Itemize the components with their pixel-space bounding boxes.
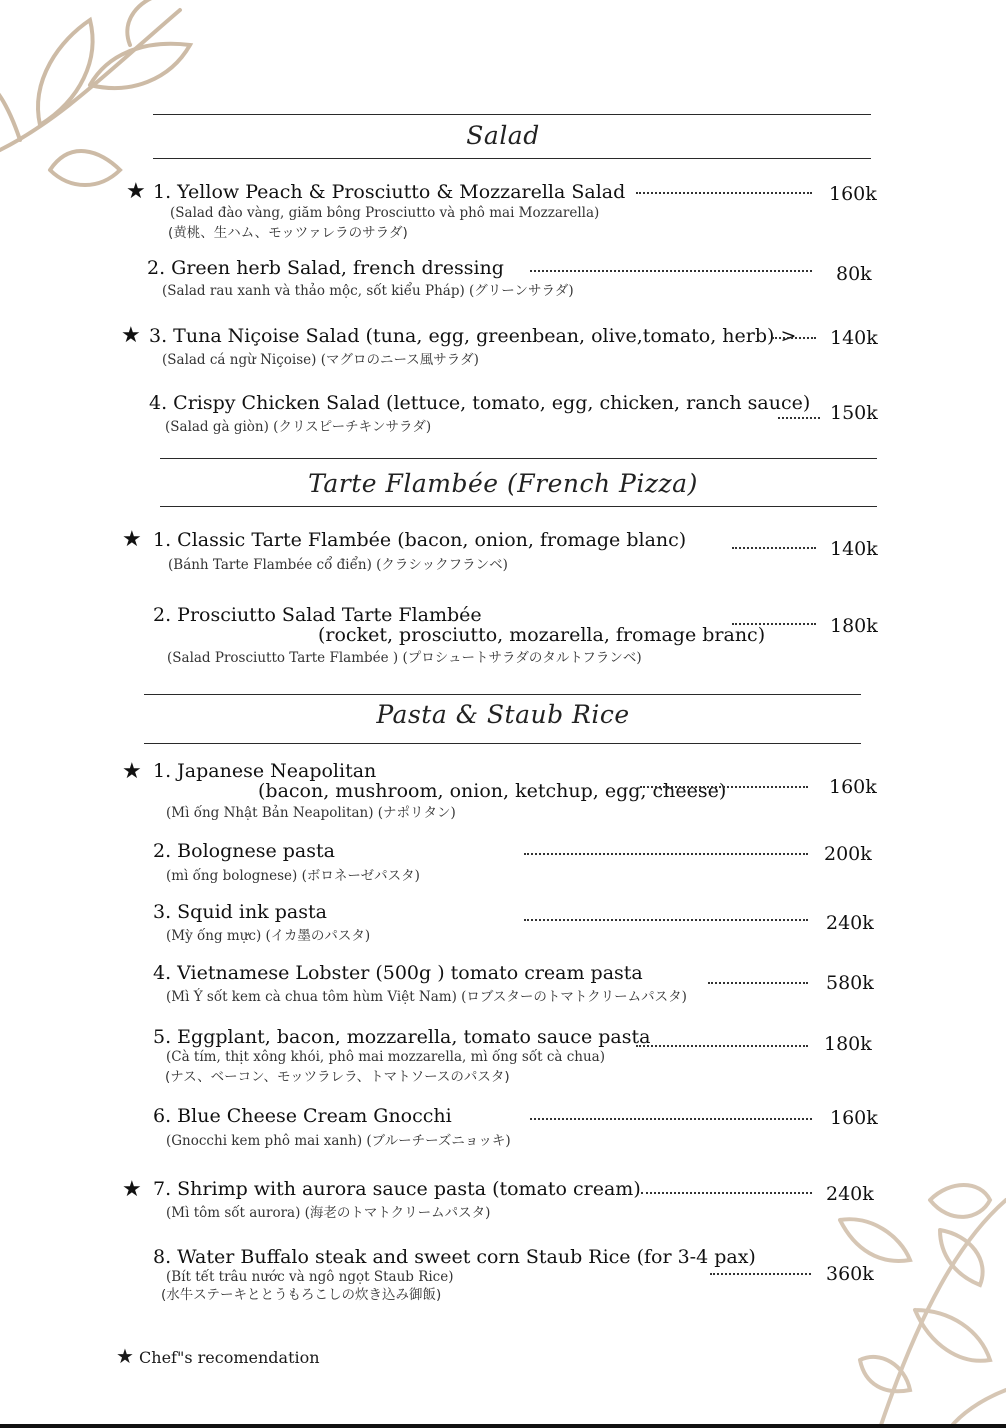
menu-item-price: 240k [826,912,874,934]
floral-decoration-top-left [0,0,210,200]
menu-item-price: 200k [824,843,872,865]
menu-item-price: 80k [836,263,872,285]
star-icon: ★ [122,759,142,784]
leader-dots [732,547,816,549]
section-title-tarte: Tarte Flambée (French Pizza) [308,469,698,498]
menu-item-name: 8. Water Buffalo steak and sweet corn Staub Rice (for 3-4 pax) [153,1246,756,1268]
menu-item-name: 1. Japanese Neapolitan [153,760,377,782]
star-icon: ★ [122,527,142,552]
menu-item-vietnamese: (Gnocchi kem phô mai xanh) (ブルーチーズニョッキ) [166,1133,511,1149]
menu-item-price: 160k [829,776,877,798]
bottom-edge [0,1424,1006,1428]
menu-item-vietnamese: (Mỳ ống mực) (イカ墨のパスタ) [166,928,371,944]
menu-item-name: 4. Vietnamese Lobster (500g ) tomato cream pasta [153,962,643,984]
menu-item-name: 5. Eggplant, bacon, mozzarella, tomato sauce pasta [153,1026,651,1048]
chef-recommendation-note [116,1344,320,1368]
menu-item-vietnamese: (Cà tím, thịt xông khói, phô mai mozzarella, mì ống sốt cà chua) [166,1049,605,1065]
footnote-text: Chef"s recomendation [139,1348,320,1367]
leader-dots [641,1192,812,1194]
menu-item-vietnamese: (Mì Ý sốt kem cà chua tôm hùm Việt Nam) (ロブスターのトマトクリームパスタ) [166,989,687,1005]
tarte-rule-top [160,458,877,459]
section-title-salad: Salad [466,121,540,150]
menu-item-price: 160k [830,1107,878,1129]
menu-item-name: 3. Squid ink pasta [153,901,327,923]
menu-item-name: 1. Yellow Peach & Prosciutto & Mozzarella Salad [153,181,626,203]
leader-dots [708,982,808,984]
menu-item-price: 160k [829,183,877,205]
menu-item-vietnamese: (Salad đào vàng, giăm bông Prosciutto và phô mai Mozzarella) [170,205,600,221]
menu-item-price: 140k [830,327,878,349]
menu-item-vietnamese: (Salad cá ngừ Niçoise) (マグロのニース風サラダ) [162,352,479,368]
star-icon: ★ [126,179,146,204]
menu-item-name: 2. Bolognese pasta [153,840,335,862]
pasta-rule-bottom [144,743,861,744]
menu-item-japanese: (ナス、ベーコン、モッツラレラ、トマトソースのパスタ) [165,1069,510,1085]
menu-item-name: 6. Blue Cheese Cream Gnocchi [153,1105,452,1127]
menu-item-price: 240k [826,1183,874,1205]
star-icon: ★ [121,323,141,348]
star-icon: ★ [122,1177,142,1202]
menu-item-name: 2. Green herb Salad, french dressing [147,257,504,279]
leader-dots [524,853,808,855]
section-title-pasta: Pasta & Staub Rice [376,700,630,729]
menu-item-name: 1. Classic Tarte Flambée (bacon, onion, fromage blanc) [153,529,687,551]
leader-dots [732,623,816,625]
pasta-rule-top [144,694,861,695]
tarte-rule-bottom [160,506,877,507]
menu-item-price: 180k [824,1033,872,1055]
leader-dots [640,786,808,788]
menu-item-name: 3. Tuna Niçoise Salad (tuna, egg, greenbean, olive,tomato, herb) > [149,325,797,347]
menu-item-vietnamese: (Mì tôm sốt aurora) (海老のトマトクリームパスタ) [166,1205,491,1221]
menu-item-price: 140k [830,538,878,560]
leader-dots [778,417,820,419]
menu-item-price: 580k [826,972,874,994]
leader-dots [636,192,812,194]
leader-dots [530,270,812,272]
menu-item-vietnamese: (Salad gà giòn) (クリスピーチキンサラダ) [165,419,432,435]
menu-item-vietnamese: (Salad rau xanh và thảo mộc, sốt kiểu Pháp) (グリーンサラダ) [162,283,574,299]
menu-item-vietnamese: (Bánh Tarte Flambée cổ điển) (クラシックフランベ) [168,557,508,573]
leader-dots [772,337,816,339]
menu-item-vietnamese: (mì ống bolognese) (ボロネーゼパスタ) [166,868,420,884]
star-icon: ★ [116,1344,134,1368]
salad-rule-bottom [153,158,871,159]
menu-item-vietnamese: (Bít tết trâu nước và ngô ngọt Staub Rice) [166,1269,454,1285]
menu-item-name: 2. Prosciutto Salad Tarte Flambée [153,604,482,626]
menu-item-price: 150k [830,402,878,424]
menu-item-detail: (rocket, prosciutto, mozarella, fromage branc) [318,624,766,646]
menu-item-vietnamese: (Mì ống Nhật Bản Neapolitan) (ナポリタン) [166,805,456,821]
menu-item-name: 7. Shrimp with aurora sauce pasta (tomato cream) [153,1178,641,1200]
menu-item-japanese: (黄桃、生ハム、モッツァレラのサラダ) [168,225,408,241]
menu-item-vietnamese: (Salad Prosciutto Tarte Flambée ) (プロシュートサラダのタルトフランベ) [167,650,642,666]
leader-dots [530,1118,812,1120]
salad-rule-top [153,114,871,115]
menu-item-price: 360k [826,1263,874,1285]
leader-dots [636,1045,808,1047]
menu-item-detail: (bacon, mushroom, onion, ketchup, egg, cheese) [258,780,727,802]
leader-dots [710,1273,811,1275]
menu-item-price: 180k [830,615,878,637]
menu-item-name: 4. Crispy Chicken Salad (lettuce, tomato, egg, chicken, ranch sauce) [149,392,811,414]
menu-item-japanese: (水牛ステーキととうもろこしの炊き込み御飯) [161,1287,442,1303]
leader-dots [524,919,808,921]
